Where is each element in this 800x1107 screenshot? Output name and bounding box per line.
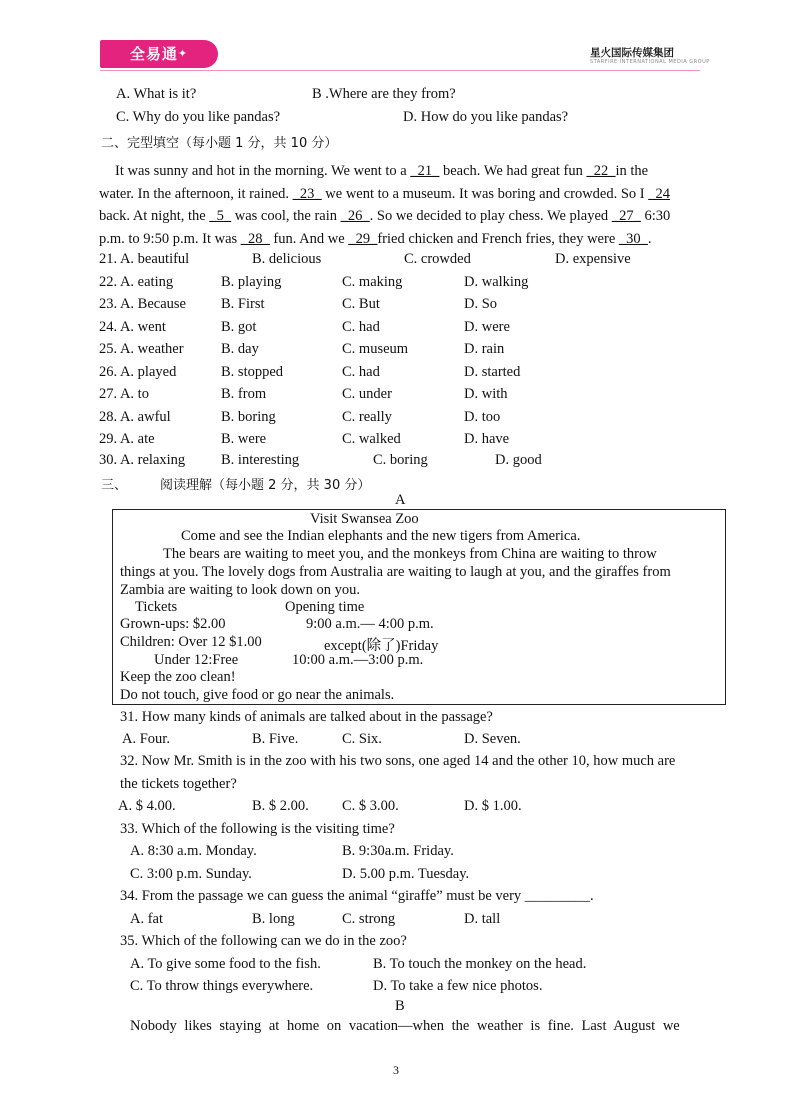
passage-line: water. In the afternoon, it rained. _23_ we went to a museum. It was boring and crowded. So I _24: [99, 185, 671, 202]
option-d: D. have: [464, 431, 510, 447]
question-30: 30. A. relaxing: [99, 452, 186, 468]
option-b: B. from: [221, 386, 267, 402]
option-b: B. 9:30a.m. Friday.: [342, 843, 454, 859]
question-23: 23. A. Because: [99, 296, 186, 312]
passage-b-text: Nobody likes staying at home on vacation—when the weather is fine. Last August we: [130, 1018, 680, 1034]
section-2-title: 二、完型填空（每小题 1 分，共 10 分）: [101, 136, 338, 151]
option-c: C. But: [342, 296, 380, 312]
option-c: C. strong: [342, 911, 396, 927]
option-b: B. long: [252, 911, 295, 927]
question-35: 35. Which of the following can we do in the zoo?: [120, 933, 407, 949]
option-b: B. delicious: [252, 251, 322, 267]
question-29: 29. A. ate: [99, 431, 155, 447]
question-33: 33. Which of the following is the visiting time?: [120, 821, 395, 837]
option-c: C. 3:00 p.m. Sunday.: [130, 866, 252, 882]
question-34: 34. From the passage we can guess the animal “giraffe” must be very _________.: [120, 888, 594, 904]
price-under-12: Under 12:Free: [154, 652, 239, 668]
option-d: D. expensive: [555, 251, 631, 267]
option-c: C. museum: [342, 341, 409, 357]
option-b: B. were: [221, 431, 267, 447]
publisher-name: 星火国际传媒集团: [590, 47, 674, 59]
page-number: 3: [393, 1063, 399, 1077]
cloze-passage: [99, 160, 701, 250]
blank: _22_: [586, 163, 616, 179]
blank: _29_: [348, 230, 378, 247]
question-31: 31. How many kinds of animals are talked about in the passage?: [120, 709, 493, 725]
option-b: B. stopped: [221, 364, 284, 380]
option-a: A. fat: [130, 911, 164, 927]
option-c: C. really: [342, 409, 392, 425]
option-d: D. So: [464, 296, 498, 312]
option-b: B. got: [221, 319, 257, 335]
option-d: D. 5.00 p.m. Tuesday.: [342, 866, 470, 882]
option-d: D. tall: [464, 911, 501, 927]
option-b: B. playing: [221, 274, 282, 290]
blank: _27_: [611, 208, 641, 224]
question-21: 21. A. beautiful: [99, 251, 190, 267]
option-b: B. First: [221, 296, 265, 312]
option-d: D. started: [464, 364, 521, 380]
blank: _23_: [292, 185, 322, 202]
opening-time-heading: Opening time: [285, 599, 365, 615]
option-d: D. To take a few nice photos.: [373, 978, 543, 994]
option-a: A. To give some food to the fish.: [130, 956, 321, 972]
brand-logo: 全易通✦: [100, 40, 218, 68]
section-3-title: 阅读理解（每小题 2 分，共 30 分）: [160, 478, 371, 493]
option-a: A. Four.: [122, 731, 170, 747]
blank: _30_: [618, 230, 648, 247]
option-c: C. under: [342, 386, 392, 402]
question-28: 28. A. awful: [99, 409, 171, 425]
question-32-cont: the tickets together?: [120, 776, 237, 792]
question-24: 24. A. went: [99, 319, 166, 335]
friday-hours: 10:00 a.m.—3:00 p.m.: [292, 652, 424, 668]
question-32: 32. Now Mr. Smith is in the zoo with his two sons, one aged 14 and the other 10, how much are: [120, 753, 676, 769]
question-25: 25. A. weather: [99, 341, 184, 357]
publisher-subtitle: STARFIRE INTERNATIONAL MEDIA GROUP: [590, 59, 710, 65]
except-day: except(除了)Friday: [324, 638, 439, 654]
price-grownups: Grown-ups: $2.00: [120, 616, 226, 632]
option-d: D. were: [464, 319, 510, 335]
option-b: B. Five.: [252, 731, 299, 747]
option-d: D. too: [464, 409, 501, 425]
option-d: D. How do you like pandas?: [403, 109, 569, 125]
option-c: C. Why do you like pandas?: [116, 109, 281, 125]
zoo-text: Zambia are waiting to look down on you.: [120, 582, 361, 598]
zoo-title: Visit Swansea Zoo: [310, 511, 419, 527]
option-b: B. To touch the monkey on the head.: [373, 956, 587, 972]
passage-a-label: A: [395, 492, 406, 508]
zoo-text: The bears are waiting to meet you, and the monkeys from China are waiting to throw: [163, 546, 657, 562]
blank: _24: [648, 185, 671, 202]
option-c: C. crowded: [404, 251, 471, 267]
price-children: Children: Over 12 $1.00: [120, 634, 262, 650]
option-b: B. day: [221, 341, 259, 357]
option-d: D. Seven.: [464, 731, 521, 747]
header-divider: [100, 70, 700, 71]
passage-line: It was sunny and hot in the morning. We went to a _21_ beach. We had great fun _22_in the: [115, 163, 649, 179]
option-c: C. had: [342, 364, 380, 380]
zoo-text: Come and see the Indian elephants and the new tigers from America.: [181, 528, 581, 544]
option-b: B .Where are they from?: [312, 86, 456, 102]
blank: _21_: [410, 163, 440, 179]
option-a: A. 8:30 a.m. Monday.: [130, 843, 257, 859]
option-d: D. $ 1.00.: [464, 798, 522, 814]
option-c: C. boring: [373, 452, 428, 468]
option-c: C. had: [342, 319, 380, 335]
passage-b-label: B: [395, 998, 405, 1014]
option-d: D. rain: [464, 341, 505, 357]
blank: _5_: [209, 208, 232, 224]
option-d: D. good: [495, 452, 542, 468]
question-27: 27. A. to: [99, 386, 149, 402]
blank: _28_: [240, 230, 270, 247]
zoo-text: things at you. The lovely dogs from Australia are waiting to laugh at you, and the giraffes from: [120, 564, 671, 580]
tickets-heading: Tickets: [135, 599, 178, 615]
passage-line: p.m. to 9:50 p.m. It was _28_ fun. And we _29_fried chicken and French fries, they were _30_.: [99, 230, 652, 247]
option-c: C. To throw things everywhere.: [130, 978, 314, 994]
opening-hours: 9:00 a.m.— 4:00 p.m.: [306, 616, 434, 632]
option-c: C. walked: [342, 431, 401, 447]
option-c: C. $ 3.00.: [342, 798, 399, 814]
zoo-rule: Keep the zoo clean!: [120, 669, 236, 685]
section-3-number: 三、: [101, 478, 128, 493]
question-26: 26. A. played: [99, 364, 177, 380]
option-c: C. Six.: [342, 731, 382, 747]
question-22: 22. A. eating: [99, 274, 174, 290]
option-b: B. interesting: [221, 452, 300, 468]
option-d: D. walking: [464, 274, 529, 290]
option-c: C. making: [342, 274, 403, 290]
option-b: B. $ 2.00.: [252, 798, 309, 814]
option-a: A. What is it?: [116, 86, 197, 102]
option-b: B. boring: [221, 409, 276, 425]
option-a: A. $ 4.00.: [118, 798, 176, 814]
blank: _26_: [340, 208, 370, 224]
passage-line: back. At night, the _5_ was cool, the rain _26_. So we decided to play chess. We played _27_ 6:30: [99, 208, 671, 224]
zoo-rule: Do not touch, give food or go near the animals.: [120, 687, 395, 703]
option-d: D. with: [464, 386, 508, 402]
